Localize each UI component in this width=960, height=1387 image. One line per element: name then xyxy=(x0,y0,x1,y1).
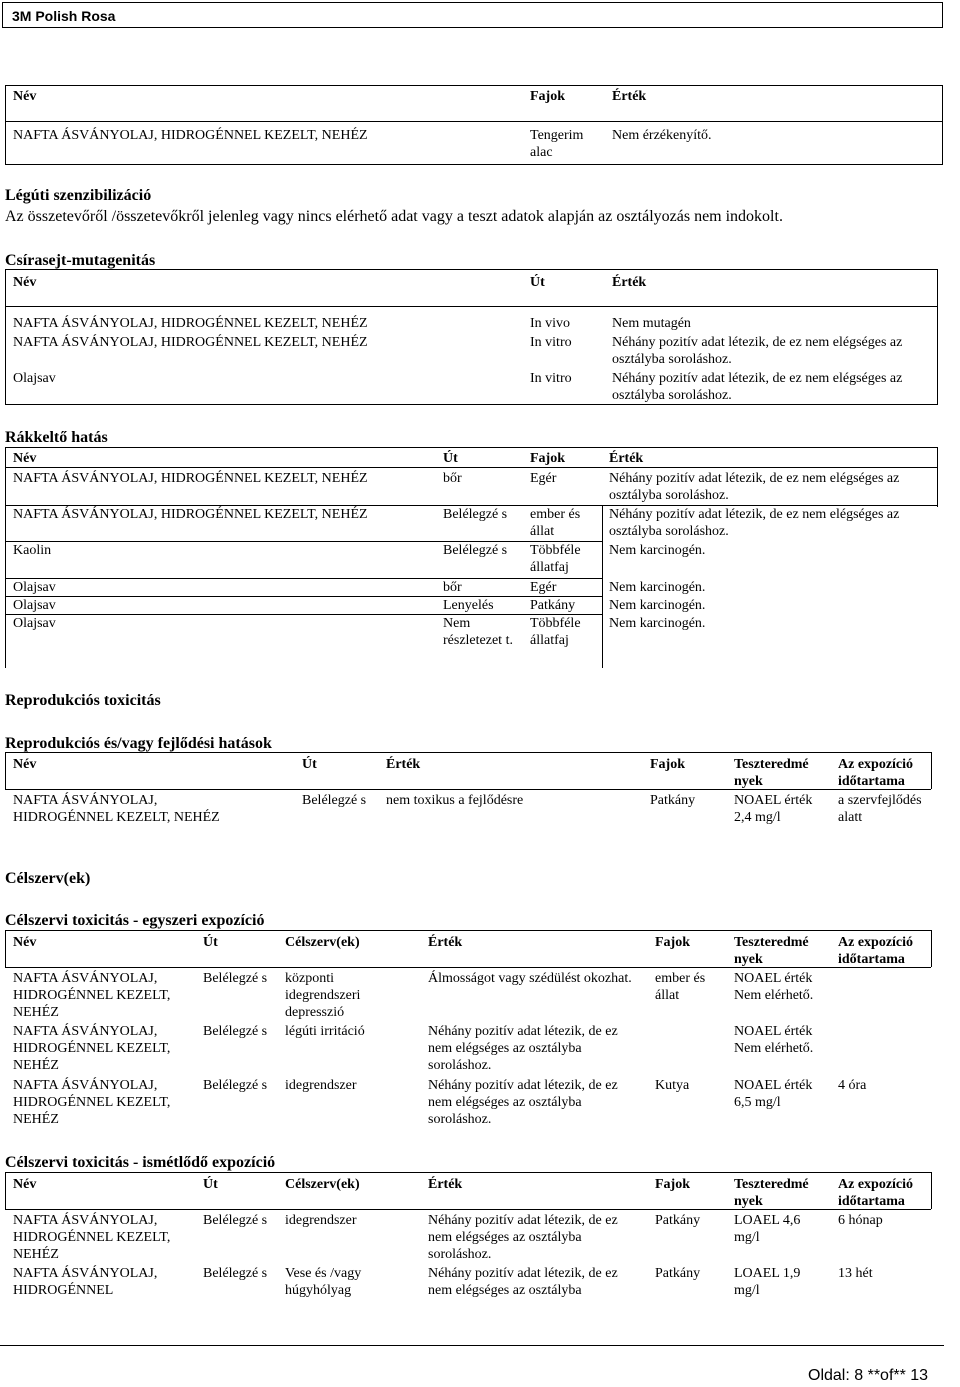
divider xyxy=(5,306,938,307)
table-border xyxy=(5,930,6,967)
col-header: Érték xyxy=(612,89,647,104)
table-cell: NAFTA ÁSVÁNYOLAJ, HIDROGÉNNEL KEZELT, NEHÉZ xyxy=(13,971,171,1020)
col-header: Fajok xyxy=(655,935,690,950)
table-cell: LOAEL 1,9 mg/l xyxy=(734,1266,801,1298)
table-cell: NOAEL érték Nem elérhető. xyxy=(734,971,814,1003)
col-header: Út xyxy=(203,935,218,950)
col-header: Út xyxy=(530,275,545,290)
col-header: Fajok xyxy=(530,451,565,466)
table-cell: Patkány xyxy=(650,793,696,808)
document-title: 3M Polish Rosa xyxy=(12,8,116,24)
col-header: Érték xyxy=(386,757,421,772)
col-header: Az expozíció időtartama xyxy=(838,1177,914,1209)
table-cell: Patkány xyxy=(530,598,576,613)
divider xyxy=(5,121,943,122)
table-cell: Nem karcinogén. xyxy=(609,598,706,613)
divider xyxy=(5,1172,931,1173)
table-cell: Belélegzé s xyxy=(443,543,508,558)
table-cell: Nem karcinogén. xyxy=(609,580,706,595)
section-title: Csírasejt-mutagenitás xyxy=(5,252,156,269)
col-header: Érték xyxy=(612,275,647,290)
table-cell: In vitro xyxy=(530,335,572,350)
table-cell: NAFTA ÁSVÁNYOLAJ, HIDROGÉNNEL KEZELT, NEHÉZ xyxy=(13,793,220,825)
table-cell: nem toxikus a fejlődésre xyxy=(386,793,524,808)
table-cell: Belélegzé s xyxy=(203,1078,268,1093)
table-border xyxy=(5,752,6,789)
divider xyxy=(5,752,931,753)
section-subtitle: Célszervi toxicitás - ismétlődő expozíció xyxy=(5,1154,276,1171)
table-cell: NOAEL érték 6,5 mg/l xyxy=(734,1078,813,1110)
section-subtitle: Reprodukciós és/vagy fejlődési hatások xyxy=(5,735,272,752)
table-cell: In vitro xyxy=(530,371,572,386)
table-cell: Néhány pozitív adat létezik, de ez nem elégséges az osztályba soroláshoz. xyxy=(609,471,900,503)
col-header: Célszerv(ek) xyxy=(285,935,360,950)
divider xyxy=(5,467,937,468)
table-cell: Nem érzékenyítő. xyxy=(612,128,712,143)
table-cell: idegrendszer xyxy=(285,1078,357,1093)
table-border xyxy=(5,1172,6,1209)
table-cell: Kutya xyxy=(655,1078,690,1093)
col-header: Teszteredmé nyek xyxy=(734,1177,809,1209)
col-header: Érték xyxy=(609,451,644,466)
table-cell: Olajsav xyxy=(13,580,56,595)
table-cell: Nem részletezet t. xyxy=(443,616,513,648)
table-cell: Vese és /vagy húgyhólyag xyxy=(285,1266,362,1298)
table-cell: Belélegzé s xyxy=(203,1024,268,1039)
col-header: Teszteredmé nyek xyxy=(734,757,809,789)
section-title: Célszerv(ek) xyxy=(5,870,91,887)
table-cell: légúti irritáció xyxy=(285,1024,365,1039)
section-title: Légúti szenzibilizáció xyxy=(5,187,152,204)
table-cell: bőr xyxy=(443,471,462,486)
col-header: Az expozíció időtartama xyxy=(838,757,914,789)
col-header: Út xyxy=(443,451,458,466)
col-header: Név xyxy=(13,1177,37,1192)
table-cell: NAFTA ÁSVÁNYOLAJ, HIDROGÉNNEL KEZELT, NEHÉZ xyxy=(13,1024,171,1073)
col-header: Fajok xyxy=(650,757,685,772)
table-cell: bőr xyxy=(443,580,462,595)
table-cell: Belélegzé s xyxy=(443,507,508,522)
table-cell: Belélegzé s xyxy=(203,971,268,986)
table-cell: NAFTA ÁSVÁNYOLAJ, HIDROGÉNNEL KEZELT, NEHÉZ xyxy=(13,335,368,350)
table-cell: Néhány pozitív adat létezik, de ez nem elégséges az osztályba xyxy=(428,1266,618,1298)
col-header: Név xyxy=(13,451,37,466)
col-header: Érték xyxy=(428,935,463,950)
table-cell: Belélegzé s xyxy=(203,1266,268,1281)
table-cell: Néhány pozitív adat létezik, de ez nem elégséges az osztályba soroláshoz. xyxy=(428,1213,618,1262)
table-cell: Olajsav xyxy=(13,598,56,613)
table-cell: NAFTA ÁSVÁNYOLAJ, HIDROGÉNNEL KEZELT, NEHÉZ xyxy=(13,128,368,143)
table-cell: NAFTA ÁSVÁNYOLAJ, HIDROGÉNNEL xyxy=(13,1266,158,1298)
table-cell: NAFTA ÁSVÁNYOLAJ, HIDROGÉNNEL KEZELT, NEHÉZ xyxy=(13,507,368,522)
table-border xyxy=(931,930,932,967)
table-cell: NAFTA ÁSVÁNYOLAJ, HIDROGÉNNEL KEZELT, NEHÉZ xyxy=(13,471,368,486)
table-cell: NAFTA ÁSVÁNYOLAJ, HIDROGÉNNEL KEZELT, NEHÉZ xyxy=(13,1078,171,1127)
table-cell: Néhány pozitív adat létezik, de ez nem elégséges az osztályba soroláshoz. xyxy=(612,371,903,403)
divider xyxy=(5,578,602,579)
table-cell: idegrendszer xyxy=(285,1213,357,1228)
table-cell: LOAEL 4,6 mg/l xyxy=(734,1213,801,1245)
table-cell: Lenyelés xyxy=(443,598,494,613)
col-header: Fajok xyxy=(655,1177,690,1192)
table-cell: Egér xyxy=(530,471,557,486)
table-cell: Patkány xyxy=(655,1213,701,1228)
divider xyxy=(5,447,937,448)
table-cell: Olajsav xyxy=(13,616,56,631)
table-cell: Nem karcinogén. xyxy=(609,543,706,558)
paragraph: Az összetevőről /összetevőkről jelenleg vagy nincs elérhető adat vagy a teszt adatok alapján az osztályozás nem indokolt. xyxy=(5,208,783,225)
table-cell: 6 hónap xyxy=(838,1213,883,1228)
header-box xyxy=(2,2,943,28)
divider xyxy=(5,930,931,931)
table-border xyxy=(5,447,6,668)
table-cell: Belélegzé s xyxy=(203,1213,268,1228)
table-cell: Nem mutagén xyxy=(612,316,691,331)
table-cell: NAFTA ÁSVÁNYOLAJ, HIDROGÉNNEL KEZELT, NEHÉZ xyxy=(13,316,368,331)
table-cell: Álmosságot vagy szédülést okozhat. xyxy=(428,971,632,986)
col-header: Név xyxy=(13,757,37,772)
col-header: Az expozíció időtartama xyxy=(838,935,914,967)
col-header: Teszteredmé nyek xyxy=(734,935,809,967)
col-header: Név xyxy=(13,935,37,950)
table-cell: ember és állat xyxy=(655,971,706,1003)
col-header: Út xyxy=(302,757,317,772)
col-header: Fajok xyxy=(530,89,565,104)
table-cell: Néhány pozitív adat létezik, de ez nem elégséges az osztályba soroláshoz. xyxy=(612,335,903,367)
footer-divider xyxy=(0,1345,944,1346)
table-cell: Néhány pozitív adat létezik, de ez nem elégséges az osztályba soroláshoz. xyxy=(428,1078,618,1127)
table-border xyxy=(931,1172,932,1209)
table-cell: Tengerim alac xyxy=(530,128,584,160)
table-cell: ember és állat xyxy=(530,507,581,539)
col-header: Név xyxy=(13,89,37,104)
page-number: Oldal: 8 **of** 13 xyxy=(808,1367,929,1384)
table-cell: NOAEL érték Nem elérhető. xyxy=(734,1024,814,1056)
table-cell: Belélegzé s xyxy=(302,793,367,808)
col-header: Célszerv(ek) xyxy=(285,1177,360,1192)
table-cell: Egér xyxy=(530,580,557,595)
table-cell: 4 óra xyxy=(838,1078,867,1093)
section-title: Rákkeltő hatás xyxy=(5,429,108,446)
table-cell: Néhány pozitív adat létezik, de ez nem elégséges az osztályba soroláshoz. xyxy=(428,1024,618,1073)
table-border xyxy=(602,505,603,668)
table-cell: Olajsav xyxy=(13,371,56,386)
divider xyxy=(5,596,602,597)
table-cell: Kaolin xyxy=(13,543,52,558)
col-header: Út xyxy=(203,1177,218,1192)
table-cell: Többféle állatfaj xyxy=(530,616,581,648)
table-cell: Patkány xyxy=(655,1266,701,1281)
section-subtitle: Célszervi toxicitás - egyszeri expozíció xyxy=(5,912,265,929)
col-header: Érték xyxy=(428,1177,463,1192)
sensitization-table xyxy=(5,85,943,165)
table-cell: NAFTA ÁSVÁNYOLAJ, HIDROGÉNNEL KEZELT, NEHÉZ xyxy=(13,1213,171,1262)
table-cell: Néhány pozitív adat létezik, de ez nem elégséges az osztályba soroláshoz. xyxy=(609,507,900,539)
table-cell: a szervfejlődés alatt xyxy=(838,793,922,825)
table-border xyxy=(937,447,938,507)
table-cell: NOAEL érték 2,4 mg/l xyxy=(734,793,813,825)
section-title: Reprodukciós toxicitás xyxy=(5,692,161,709)
table-cell: Többféle állatfaj xyxy=(530,543,581,575)
table-cell: Nem karcinogén. xyxy=(609,616,706,631)
table-border xyxy=(931,752,932,789)
table-cell: központi idegrendszeri depresszió xyxy=(285,971,361,1020)
table-cell: In vivo xyxy=(530,316,571,331)
table-cell: 13 hét xyxy=(838,1266,873,1281)
col-header: Név xyxy=(13,275,37,290)
